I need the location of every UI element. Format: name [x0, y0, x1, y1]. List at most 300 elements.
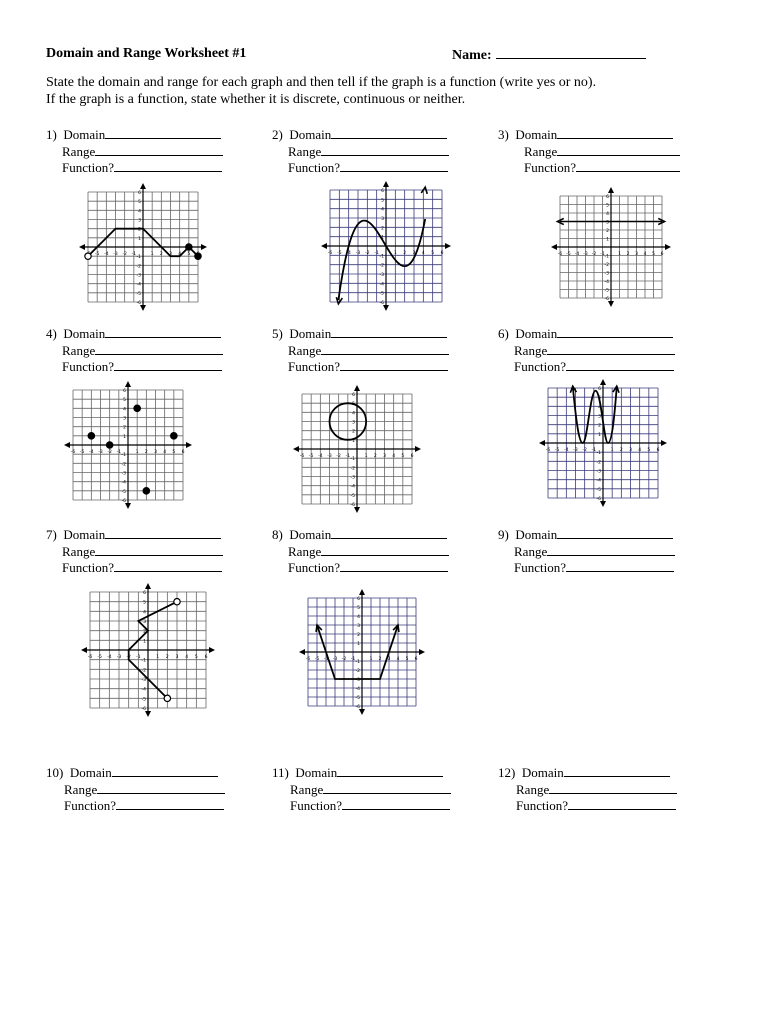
worksheet-title: Domain and Range Worksheet #1 [46, 46, 247, 61]
y-tick-label: 1 [143, 639, 146, 645]
range-answer-blank[interactable] [321, 342, 449, 355]
y-tick-label: 3 [143, 620, 146, 625]
y-axis-arrow [145, 583, 151, 589]
problem-number: 8) [272, 527, 283, 542]
function-label: Function? [62, 359, 114, 374]
x-tick-label: 1 [150, 252, 154, 257]
x-tick-label: -3 [113, 252, 118, 257]
y-tick-label: -3 [355, 678, 360, 683]
x-axis-arrow [321, 243, 327, 249]
x-tick-label: 2 [159, 252, 163, 257]
x-tick-label: 2 [403, 251, 407, 256]
domain-label: Domain [289, 326, 332, 341]
problem-number: 2) [272, 127, 283, 142]
y-axis-arrow [600, 379, 606, 385]
y-tick-label: 1 [357, 642, 360, 647]
y-tick-label: -4 [136, 282, 141, 288]
y-tick-label: 6 [138, 191, 141, 196]
x-tick-label: -1 [345, 454, 351, 459]
closed-point [171, 433, 177, 439]
y-tick-label: 4 [138, 209, 141, 215]
y-tick-label: 2 [138, 227, 141, 233]
range-label: Range [514, 543, 548, 559]
y-tick-label: -4 [604, 280, 609, 285]
x-tick-label: -4 [104, 252, 109, 257]
y-tick-label: -5 [596, 487, 601, 493]
y-tick-label: -6 [141, 707, 146, 712]
range-label: Range [288, 143, 322, 159]
x-tick-label: 2 [378, 657, 382, 662]
x-axis-arrow [665, 244, 671, 250]
x-tick-label: 3 [387, 657, 391, 662]
x-tick-label: -1 [374, 251, 379, 256]
x-axis-arrow [539, 440, 545, 446]
x-tick-label: -2 [591, 252, 597, 257]
problem-number: 12) [498, 765, 516, 780]
function-answer-blank[interactable] [568, 797, 676, 810]
closed-point [88, 433, 94, 439]
function-answer-blank[interactable] [114, 159, 222, 172]
range-answer-blank[interactable] [323, 781, 451, 794]
domain-label: Domain [289, 127, 332, 142]
graph-7-helper [134, 602, 178, 632]
x-tick-label: 1 [135, 450, 139, 455]
y-tick-label: -1 [596, 451, 601, 457]
x-tick-label: 5 [172, 450, 176, 455]
x-tick-label: -6 [305, 657, 311, 662]
graph-4 [63, 380, 193, 510]
x-tick-label: 6 [660, 252, 664, 257]
x-tick-label: -1 [131, 252, 137, 257]
x-tick-label: 1 [369, 657, 373, 662]
x-tick-label: 2 [619, 448, 623, 453]
function-label: Function? [514, 560, 566, 575]
function-label: Function? [516, 798, 568, 813]
x-tick-label: -5 [314, 657, 320, 662]
x-tick-label: 2 [626, 252, 630, 257]
domain-answer-blank[interactable] [105, 126, 221, 139]
y-tick-label: 4 [381, 207, 384, 213]
y-tick-label: -5 [136, 291, 141, 297]
y-tick-label: -6 [355, 705, 360, 710]
x-axis-arrow [445, 243, 451, 249]
x-axis-arrow [415, 446, 421, 452]
x-tick-label: -2 [336, 454, 341, 459]
y-tick-label: -2 [355, 669, 360, 674]
y-tick-label: -4 [596, 478, 601, 484]
y-axis-arrow [359, 589, 365, 595]
closed-point [134, 405, 140, 411]
graph-6 [538, 378, 668, 508]
x-tick-label: 6 [410, 454, 414, 459]
y-tick-label: 5 [598, 396, 601, 402]
y-tick-label: -3 [121, 471, 126, 477]
x-tick-label: 2 [373, 454, 377, 459]
y-tick-label: 1 [598, 432, 601, 438]
function-label: Function? [64, 798, 116, 813]
range-label: Range [514, 342, 548, 358]
y-tick-label: -1 [121, 453, 126, 459]
y-tick-label: 4 [357, 615, 360, 620]
x-axis-arrow [64, 442, 70, 448]
y-tick-label: -5 [604, 288, 609, 294]
domain-answer-blank[interactable] [331, 325, 447, 338]
problem-number: 11) [272, 765, 289, 780]
y-tick-label: -3 [379, 273, 384, 278]
y-tick-label: 1 [606, 237, 609, 243]
y-tick-label: -1 [604, 254, 609, 260]
y-tick-label: -5 [141, 697, 146, 703]
problem-number: 7) [46, 527, 57, 542]
y-tick-label: 4 [606, 212, 609, 217]
x-tick-label: 4 [643, 252, 647, 257]
range-label: Range [290, 781, 324, 797]
domain-answer-blank[interactable] [557, 325, 673, 338]
problem-10 [46, 764, 225, 814]
x-tick-label: 4 [396, 657, 400, 662]
y-tick-label: 4 [598, 405, 601, 411]
x-tick-label: 1 [156, 655, 160, 660]
y-tick-label: -1 [379, 254, 384, 260]
y-tick-label: 3 [381, 217, 384, 222]
y-tick-label: 2 [606, 229, 609, 234]
x-axis-arrow [79, 244, 85, 250]
instructions-line-1: State the domain and range for each graph and then tell if the graph is a function (write yes or no). [46, 75, 597, 90]
y-tick-label: 6 [352, 393, 355, 398]
function-answer-blank[interactable] [340, 159, 448, 172]
problem-8 [272, 526, 449, 576]
y-tick-label: 3 [138, 218, 141, 224]
y-axis-arrow [125, 381, 131, 387]
closed-point [195, 253, 201, 259]
name-label: Name: [452, 48, 492, 63]
y-tick-label: -3 [141, 678, 146, 683]
y-tick-label: -2 [121, 462, 126, 468]
x-tick-label: -1 [136, 655, 141, 660]
y-axis-arrow [354, 385, 360, 391]
y-tick-label: 4 [123, 407, 126, 413]
y-tick-label: -1 [355, 660, 360, 665]
range-answer-blank[interactable] [321, 543, 449, 556]
x-tick-label: 5 [405, 657, 409, 662]
x-axis-arrow [299, 649, 305, 655]
problem-11 [272, 764, 451, 814]
x-tick-label: -3 [583, 252, 588, 257]
x-tick-label: -5 [94, 252, 100, 257]
name-field[interactable] [452, 46, 646, 64]
x-axis-arrow [551, 244, 557, 250]
x-tick-label: 4 [185, 655, 189, 660]
y-tick-label: 5 [381, 198, 384, 204]
y-tick-label: -1 [350, 457, 355, 463]
y-tick-label: -3 [596, 469, 601, 475]
y-tick-label: -6 [136, 301, 141, 306]
x-tick-label: 3 [383, 454, 386, 459]
function-label: Function? [62, 560, 114, 575]
y-tick-label: -1 [141, 658, 146, 664]
x-tick-label: 2 [165, 655, 169, 660]
x-tick-label: -4 [89, 450, 94, 455]
range-answer-blank[interactable] [547, 543, 675, 556]
y-tick-label: -2 [136, 264, 141, 270]
x-axis-arrow [661, 440, 667, 446]
y-tick-label: -6 [121, 499, 126, 504]
domain-label: Domain [515, 127, 558, 142]
function-answer-blank[interactable] [340, 358, 448, 371]
domain-answer-blank[interactable] [337, 764, 443, 777]
x-tick-label: -6 [299, 454, 305, 459]
y-tick-label: 3 [598, 414, 601, 420]
x-tick-label: 1 [364, 454, 368, 459]
problem-7 [46, 526, 223, 576]
x-tick-label: 4 [163, 450, 167, 455]
function-answer-blank[interactable] [340, 559, 448, 572]
domain-label: Domain [521, 765, 564, 780]
y-tick-label: 2 [143, 629, 146, 635]
x-tick-label: -3 [98, 450, 103, 455]
domain-answer-blank[interactable] [557, 526, 673, 539]
range-label: Range [288, 342, 322, 358]
x-tick-label: 3 [412, 251, 416, 256]
x-tick-label: 3 [175, 655, 179, 660]
function-answer-blank[interactable] [566, 559, 674, 572]
closed-point [143, 488, 149, 494]
x-tick-label: -2 [107, 450, 112, 455]
x-axis-arrow [81, 647, 87, 653]
function-label: Function? [288, 160, 340, 175]
y-axis-arrow [140, 183, 146, 189]
domain-label: Domain [289, 527, 332, 542]
x-tick-label: -1 [116, 450, 122, 455]
y-tick-label: 3 [123, 416, 126, 422]
range-label: Range [62, 143, 96, 159]
domain-answer-blank[interactable] [331, 526, 447, 539]
domain-answer-blank[interactable] [331, 126, 447, 139]
y-tick-label: -3 [604, 271, 609, 277]
problem-number: 3) [498, 127, 509, 142]
graph-6-curve [573, 386, 617, 443]
problem-9 [498, 526, 675, 576]
domain-answer-blank[interactable] [105, 526, 221, 539]
x-tick-label: -4 [107, 655, 112, 660]
open-point [174, 598, 180, 604]
function-answer-blank[interactable] [566, 358, 674, 371]
problem-6 [498, 325, 675, 375]
x-tick-label: -5 [566, 252, 571, 257]
y-tick-label: 2 [123, 425, 126, 431]
y-tick-label: -6 [604, 297, 609, 302]
domain-label: Domain [63, 527, 106, 542]
y-tick-label: 2 [357, 633, 360, 638]
closed-point [186, 244, 192, 250]
x-tick-label: 2 [144, 450, 148, 455]
domain-label: Domain [63, 127, 106, 142]
x-tick-label: -6 [87, 655, 93, 660]
y-tick-label: -5 [121, 489, 126, 495]
x-tick-label: -3 [327, 454, 332, 459]
x-tick-label: 3 [154, 450, 157, 455]
y-tick-label: -5 [355, 696, 360, 701]
y-tick-label: 6 [381, 189, 384, 194]
y-tick-label: -1 [136, 255, 141, 261]
range-answer-blank[interactable] [95, 342, 223, 355]
graph-8 [298, 588, 426, 716]
x-tick-label: -6 [70, 450, 76, 455]
y-tick-label: 6 [123, 389, 126, 394]
x-tick-label: -1 [591, 448, 597, 453]
range-answer-blank[interactable] [549, 781, 677, 794]
function-answer-blank[interactable] [114, 358, 222, 371]
function-label: Function? [514, 359, 566, 374]
domain-answer-blank[interactable] [112, 764, 218, 777]
x-tick-label: -5 [337, 251, 342, 256]
x-tick-label: -6 [557, 252, 563, 257]
y-tick-label: 3 [352, 420, 355, 426]
y-tick-label: -2 [604, 263, 609, 268]
y-tick-label: 2 [381, 226, 384, 232]
x-tick-label: 6 [440, 251, 444, 256]
x-tick-label: 3 [635, 252, 638, 257]
domain-answer-blank[interactable] [105, 325, 221, 338]
y-tick-label: -6 [379, 301, 384, 306]
open-point [85, 253, 91, 259]
x-tick-label: 1 [610, 448, 614, 453]
range-answer-blank[interactable] [557, 143, 680, 156]
y-tick-label: -3 [136, 273, 141, 279]
range-label: Range [62, 342, 96, 358]
x-tick-label: 6 [414, 657, 418, 662]
y-tick-label: -6 [596, 497, 601, 502]
x-tick-label: -6 [327, 251, 333, 256]
x-tick-label: 6 [181, 450, 185, 455]
x-tick-label: -2 [365, 251, 370, 256]
x-tick-label: -3 [355, 251, 361, 256]
instructions [46, 74, 596, 108]
range-answer-blank[interactable] [97, 781, 225, 794]
y-axis-arrow [608, 187, 614, 193]
problem-3 [498, 126, 680, 176]
range-answer-blank[interactable] [95, 143, 223, 156]
closed-point [106, 442, 112, 448]
x-tick-label: -2 [341, 657, 347, 662]
x-tick-label: -3 [332, 657, 338, 662]
range-label: Range [62, 543, 96, 559]
range-label: Range [64, 781, 98, 797]
function-answer-blank[interactable] [576, 159, 680, 172]
problem-number: 5) [272, 326, 283, 341]
y-tick-label: -2 [350, 466, 355, 472]
y-tick-label: -6 [350, 503, 355, 508]
y-tick-label: 2 [352, 429, 355, 435]
y-tick-label: -2 [596, 460, 601, 466]
x-tick-label: -5 [308, 454, 314, 459]
problem-5 [272, 325, 449, 375]
graph-5 [292, 384, 422, 514]
x-axis-arrow [293, 446, 299, 452]
x-tick-label: -1 [350, 657, 356, 662]
y-tick-label: -2 [141, 668, 146, 674]
x-tick-label: 5 [652, 252, 655, 257]
x-tick-label: 5 [431, 251, 435, 256]
function-answer-blank[interactable] [342, 797, 450, 810]
problem-4 [46, 325, 223, 375]
x-tick-label: 4 [421, 251, 425, 256]
x-axis-arrow [419, 649, 425, 655]
domain-answer-blank[interactable] [564, 764, 670, 777]
x-tick-label: 5 [187, 252, 191, 257]
name-blank[interactable] [496, 46, 646, 59]
range-label: Range [524, 143, 558, 159]
y-tick-label: -3 [350, 475, 355, 481]
y-tick-label: 1 [123, 434, 126, 440]
x-tick-label: 6 [204, 655, 208, 660]
problem-2 [272, 126, 449, 176]
y-tick-label: 5 [357, 606, 360, 611]
function-label: Function? [288, 359, 340, 374]
y-tick-label: -5 [379, 291, 384, 297]
x-tick-label: -4 [564, 448, 569, 453]
x-tick-label: 1 [618, 252, 621, 257]
y-tick-label: 2 [598, 423, 601, 429]
y-tick-label: 1 [138, 236, 141, 242]
domain-answer-blank[interactable] [557, 126, 673, 139]
y-tick-label: 6 [357, 597, 360, 602]
open-point [164, 695, 170, 701]
curve-arrow [421, 187, 427, 194]
y-tick-label: 1 [381, 235, 384, 241]
problem-1 [46, 126, 223, 176]
problem-number: 9) [498, 527, 509, 542]
range-answer-blank[interactable] [95, 543, 223, 556]
y-tick-label: 5 [123, 398, 126, 404]
x-axis-arrow [201, 244, 207, 250]
x-tick-label: 1 [393, 251, 397, 256]
y-tick-label: 1 [352, 438, 355, 444]
y-tick-label: 6 [143, 591, 146, 596]
y-tick-label: 3 [357, 624, 360, 629]
domain-label: Domain [69, 765, 112, 780]
range-answer-blank[interactable] [547, 342, 675, 355]
x-tick-label: 3 [629, 448, 632, 453]
domain-label: Domain [515, 527, 558, 542]
y-axis-arrow [383, 181, 389, 187]
y-tick-label: 5 [138, 200, 141, 206]
y-tick-label: 3 [606, 220, 609, 226]
problem-number: 1) [46, 127, 57, 142]
x-tick-label: -2 [126, 655, 131, 660]
function-label: Function? [524, 160, 576, 175]
y-tick-label: -2 [379, 263, 384, 269]
problem-number: 6) [498, 326, 509, 341]
function-answer-blank[interactable] [114, 559, 222, 572]
x-tick-label: 5 [401, 454, 405, 459]
problem-12 [498, 764, 677, 814]
x-tick-label: -6 [545, 448, 551, 453]
x-tick-label: -2 [582, 448, 587, 453]
x-tick-label: -1 [600, 252, 605, 257]
x-tick-label: -3 [116, 655, 122, 660]
x-tick-label: -4 [318, 454, 323, 459]
graph-2 [320, 180, 452, 312]
x-tick-label: -4 [346, 251, 351, 256]
range-answer-blank[interactable] [321, 143, 449, 156]
function-answer-blank[interactable] [116, 797, 224, 810]
function-label: Function? [290, 798, 342, 813]
x-tick-label: -5 [97, 655, 102, 660]
y-tick-label: 5 [143, 600, 146, 606]
x-tick-label: 5 [647, 448, 651, 453]
graph-7 [80, 582, 216, 718]
